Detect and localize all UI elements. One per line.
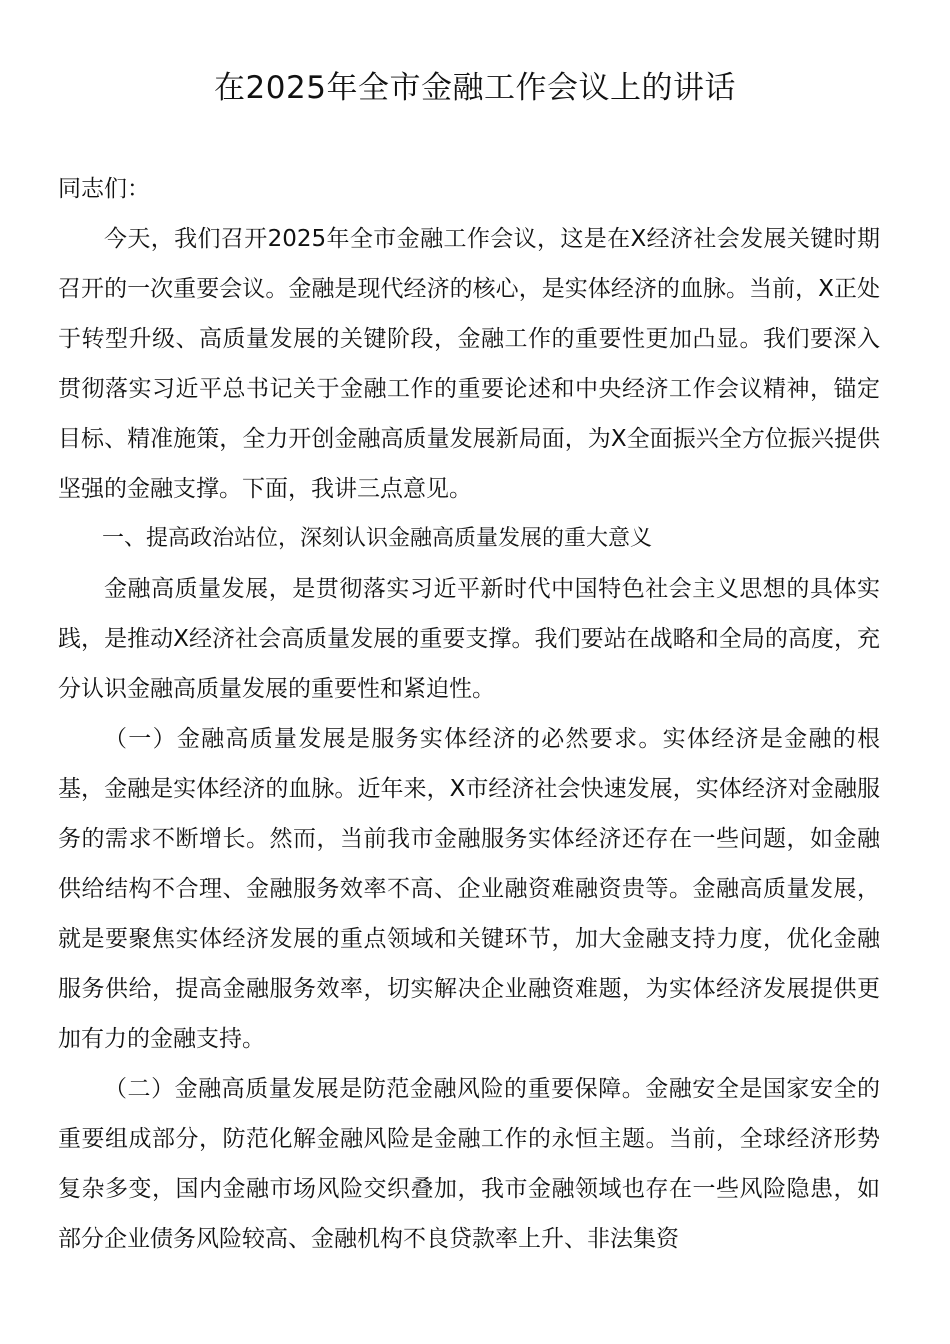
salutation: 同志们： — [58, 176, 150, 202]
paragraph-point-1: （一）金融高质量发展是服务实体经济的必然要求。实体经济是金融的根基，金融是实体经济的血脉。近年来，X市经济社会快速发展，实体经济对金融服务的需求不断增长。然而，当前我市金融服务实体经济还存在一些问题，如金融供给结构不合理、金融服务效率不高、企业融资难融资贵等。金融高质量发展，就是要聚焦实体经济发展的重点领域和关键环节，加大金融支持力度，优化金融服务供给，提高金融服务效率，切实解决企业融资难题，为实体经济发展提供更加有力的金融支持。 — [58, 726, 880, 1052]
section-heading-1: 一、提高政治站位，深刻认识金融高质量发展的重大意义 — [102, 526, 653, 551]
paragraph-section-1: 金融高质量发展，是贯彻落实习近平新时代中国特色社会主义思想的具体实践，是推动X经济社会高质量发展的重要支撑。我们要站在战略和全局的高度，充分认识金融高质量发展的重要性和紧迫性。 — [58, 576, 880, 702]
document-body — [58, 164, 880, 1264]
document-title: 在2025年全市金融工作会议上的讲话 — [214, 70, 736, 106]
paragraph-point-2: （二）金融高质量发展是防范金融风险的重要保障。金融安全是国家安全的重要组成部分，防范化解金融风险是金融工作的永恒主题。当前，全球经济形势复杂多变，国内金融市场风险交织叠加，我市金融领域也存在一些风险隐患，如部分企业债务风险较高、金融机构不良贷款率上升、非法集资 — [58, 1076, 880, 1252]
paragraph-intro: 今天，我们召开2025年全市金融工作会议，这是在X经济社会发展关键时期召开的一次重要会议。金融是现代经济的核心，是实体经济的血脉。当前，X正处于转型升级、高质量发展的关键阶段，金融工作的重要性更加凸显。我们要深入贯彻落实习近平总书记关于金融工作的重要论述和中央经济工作会议精神，锚定目标、精准施策，全力开创金融高质量发展新局面，为X全面振兴全方位振兴提供坚强的金融支撑。下面，我讲三点意见。 — [58, 226, 880, 502]
